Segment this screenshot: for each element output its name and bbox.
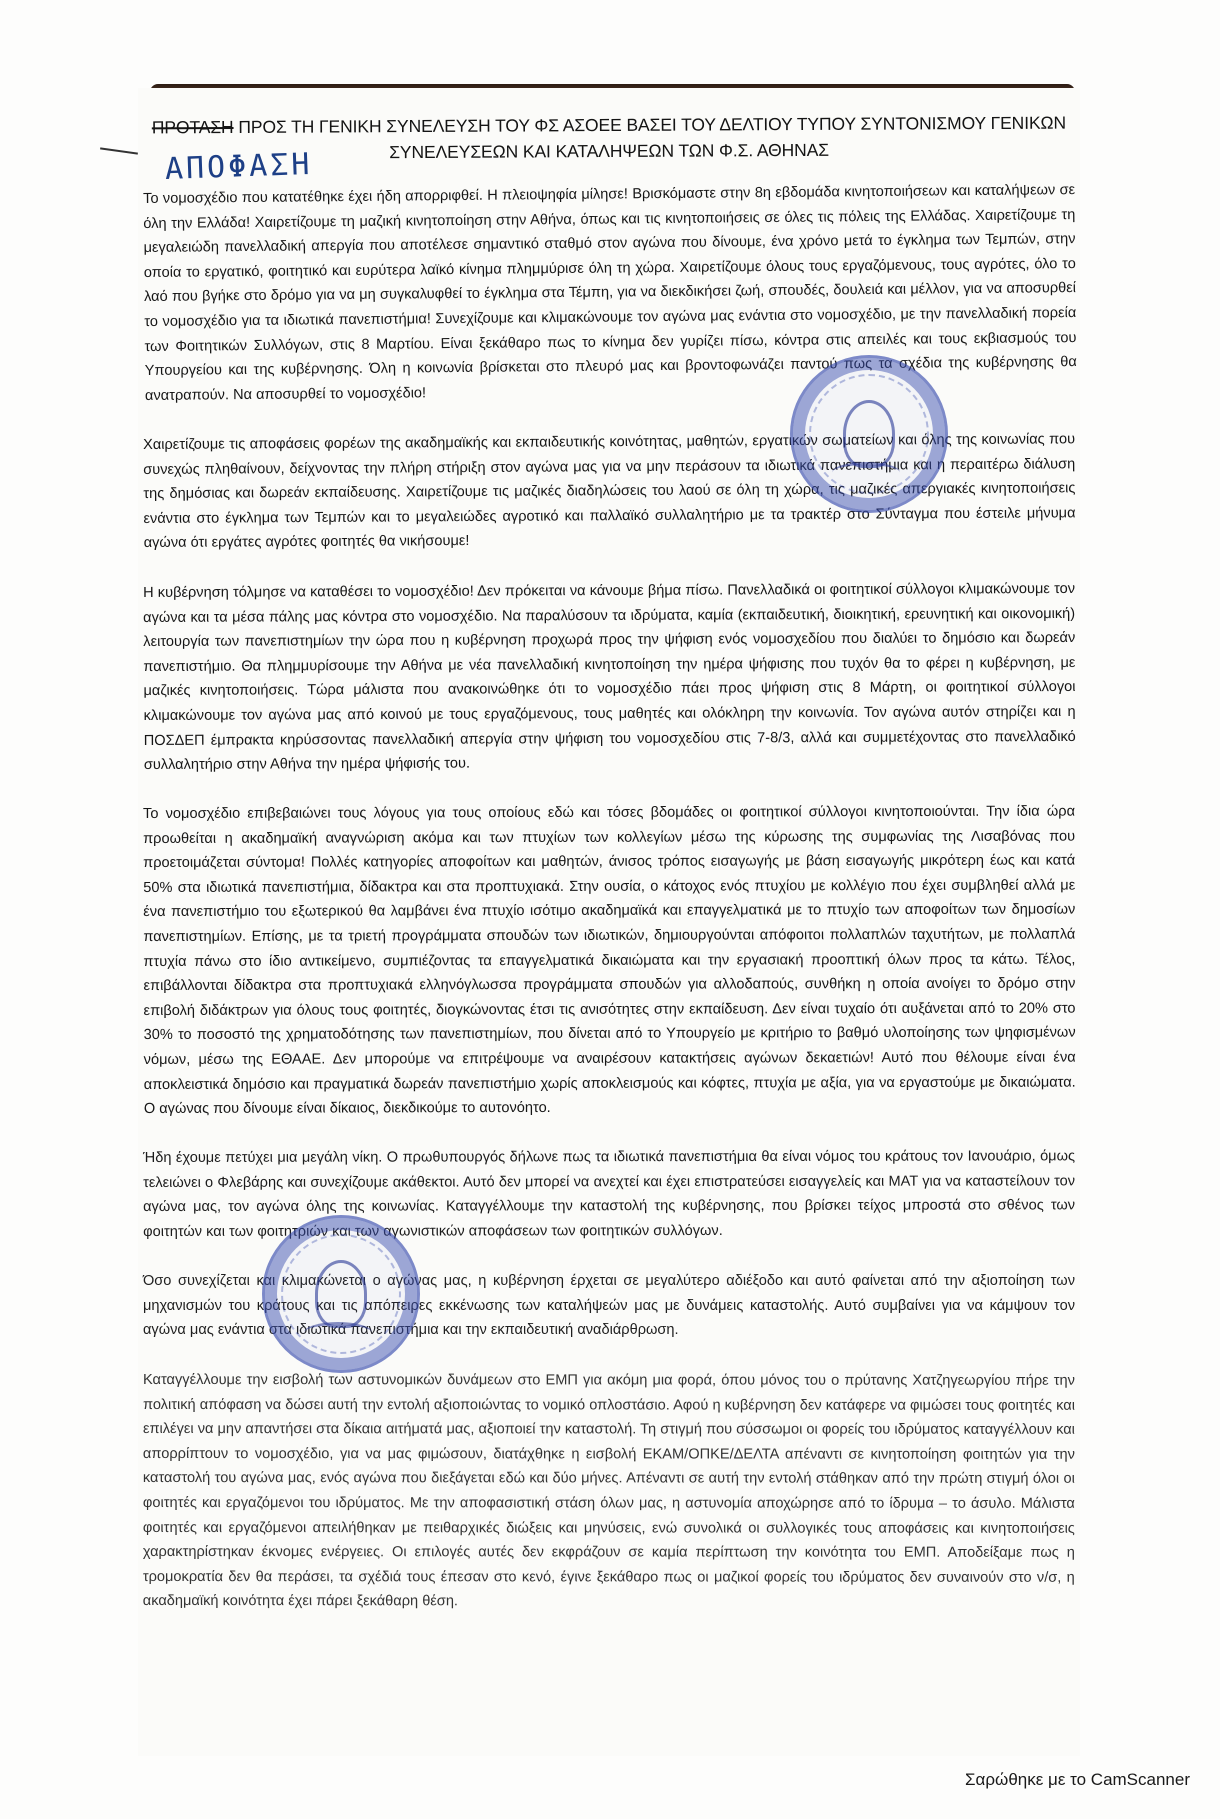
margin-pen-mark: [100, 147, 138, 154]
header-title: ΠΡΟΣ ΤΗ ΓΕΝΙΚΗ ΣΥΝΕΛΕΥΣΗ ΤΟΥ ΦΣ ΑΣΟΕΕ ΒΑΣΕΙ ΤΟΥ ΔΕΛΤΙΟΥ ΤΥΠΟΥ ΣΥΝΤΟΝΙΣΜΟΥ ΓΕΝΙΚΩΝ: [238, 112, 1067, 137]
paragraph-3: Η κυβέρνηση τόλμησε να καταθέσει το νομοσχέδιο! Δεν πρόκειται να κάνουμε βήμα πίσω. Πανελλαδικά οι φοιτητικοί σύλλογοι κλιμακώνουμε τον αγώνα και τα μέσα πάλης μας κόντρα στο νομοσχέδιο. Να παραλύσουν τα ιδρύματα, καμία (εκπαιδευτική, διοικητική, ερευνητική και οικονομική) λειτουργία των πανεπιστημίων την ώρα που η κυβέρνηση προχωρά προς την ψήφιση ενός νομοσχεδίου που διαλύει το δημόσιο και δωρεάν πανεπιστήμιο. Θα πλημμυρίσουμε την Αθήνα με νέα πανελλαδική κινητοποίηση την ημέρα ψήφισης που τυχόν θα το φέρει η κυβέρνηση, με μαζικές κινητοποιήσεις. Τώρα μάλιστα που ανακοινώθηκε ότι το νομοσχέδιο πάει προς ψήφιση στις 8 Μάρτη, οι φοιτητικοί σύλλογοι κλιμακώνουμε τον αγώνα μας από κοινού με τους εργαζόμενους, τους μαθητές και ολόκληρη την κοινωνία. Τον αγώνα αυτόν στηρίζει και η ΠΟΣΔΕΠ έμπρακτα κηρύσσοντας πανελλαδική απεργία στην ψήφιση του νομοσχεδίου στις 7-8/3, αλλά και συμμετέχοντας στο πανελλαδικό συλλαλητήριο στην Αθήνα την ημέρα ψήφισής του.: [143, 580, 1076, 773]
stamp-portrait-icon: [843, 400, 895, 468]
stamp-portrait-icon: [315, 1260, 367, 1328]
header-line-2: ΣΥΝΕΛΕΥΣΕΩΝ ΚΑΙ ΚΑΤΑΛΗΨΕΩΝ ΤΩΝ Φ.Σ. ΑΘΗΝΑΣ: [389, 139, 830, 163]
paragraph-5: Ήδη έχουμε πετύχει μια μεγάλη νίκη. Ο πρωθυπουργός δήλωνε πως τα ιδιωτικά πανεπιστήμια θα είναι νόμος του κράτους τον Ιανουάριο, όμως τελειώνει ο Φλεβάρης και συνεχίζουμε ακάθεκτοι. Αυτό δεν μπορεί να ανεχτεί και έχει επιστρατεύσει εισαγγελείς και ΜΑΤ για να καταστείλουν τον αγώνα μας, τον αγώνα όλης της κοινωνίας. Καταγγέλλουμε την καταστολή της κυβέρνησης, που βρίσκει τείχος μπροστά στο σθένος των φοιτητών και των φοιτητριών και των αγωνιστικών αποφάσεων των φοιτητικών συλλόγων.: [143, 1148, 1076, 1240]
association-stamp-upper: [790, 355, 948, 513]
handwritten-annotation: ΑΠΟΦΑΣΗ: [164, 146, 313, 187]
paragraph-7: Καταγγέλλουμε την εισβολή των αστυνομικών δυνάμεων στο ΕΜΠ για ακόμη μια φορά, όπου μόνος του ο πρύτανης Χατζηγεωργίου πήρε την πολιτική απόφαση να δώσει αυτή την εντολή αξιοποιώντας το νομικό οπλοστάσιο. Αφού η κυβέρνηση δεν κατάφερε να φιμώσει τους φοιτητές και επιλέγει να μην απαντήσει στα δίκαια αιτήματά μας, αξιοποιεί την καταστολή. Τη στιγμή που σύσσωμοι οι φορείς του ιδρύματος καταγγέλλουν και απορρίπτουν το νομοσχέδιο, για να μας φιμώσουν, διατάχθηκε η εισβολή ΕΚΑΜ/ΟΠΚΕ/ΔΕΛΤΑ απέναντι σε κινητοποίηση φοιτητών για την καταστολή του αγώνα μας, ενός αγώνα που διεξάγεται εδώ και δύο μήνες. Απέναντι σε αυτή την εντολή στάθηκαν από την πρώτη στιγμή όλοι οι φοιτητές και εργαζόμενοι του ιδρύματος. Με την αποφασιστική στάση όλων μας, η αστυνομία αποχώρησε από το ίδρυμα – το άσυλο. Μάλιστα φοιτητές και εργαζόμενοι απειλήθηκαν με πειθαρχικές διώξεις και μηνύσεις, ενώ συνολικά οι συλλογικές τους αποφάσεις και κινητοποιήσεις χαρακτηρίστηκαν έκνομες ενέργειες. Οι επιλογές αυτές δεν εκφράζουν σε καμία περίπτωση την κοινότητα του ΕΜΠ. Αποδείξαμε πως η τρομοκρατία δεν θα περάσει, τα σχέδιά τους έπεσαν στο κενό, έγινε ξεκάθαρο πως οι μαζικοί φορείς του ιδρύματος δεν συναινούν στο ν/σ, η ακαδημαϊκή κοινότητα έχει πάρει ξεκάθαρη θέση.: [142, 1371, 1075, 1610]
paragraph-6: Όσο συνεχίζεται και κλιμακώνεται ο αγώνας μας, η κυβέρνηση έρχεται σε μεγαλύτερο αδιέξοδο και αυτό φαίνεται από την αξιοποίηση των μηχανισμών του κράτους και τις απόπειρες εκκένωσης των καταλήψεών μας με δυνάμεις καταστολής. Αυτό συμβαίνει για να κάμψουν τον αγώνα μας ενάντια στα ιδιωτικά πανεπιστήμια και την εκπαιδευτική αναδιάρθρωση.: [143, 1273, 1075, 1339]
association-stamp-lower: [262, 1215, 420, 1373]
paragraph-2: Χαιρετίζουμε τις αποφάσεις φορέων της ακαδημαϊκής και εκπαιδευτικής κοινότητας, μαθητών, εργατικών σωματείων και όλης της κοινωνίας που συνεχώς πληθαίνουν, δείχνοντας την πλήρη στήριξη στον αγώνα μας για να μην περάσουν τα ιδιωτικά πανεπιστήμια και η περαιτέρω διάλυση της δημόσιας και δωρεάν εκπαίδευσης. Χαιρετίζουμε τις μαζικές διαδηλώσεις του λαού σε όλη τη χώρα, τις μαζικές απεργιακές κινητοποιήσεις ενάντια στο έγκλημα των Τεμπών και το μεγαλειώδες αγροτικό και παλλαϊκό συλλαλητήριο με τα τρακτέρ στο Σύνταγμα που έστειλε μήνυμα αγώνα ότι εργάτες αγρότες φοιτητές θα νικήσουμε!: [143, 431, 1076, 552]
paragraph-4: Το νομοσχέδιο επιβεβαιώνει τους λόγους για τους οποίους εδώ και τόσες βδομάδες οι φοιτητικοί σύλλογοι κινητοποιούνται. Την ίδια ώρα προωθείται η ακαδημαϊκή αναγνώριση ακόμα και των πτυχίων των κολλεγίων μέσω της κύρωσης της συμφωνίας της Λισαβόνας που προετοιμάζεται σύντομα! Πολλές κατηγορίες αποφοίτων και μαθητών, άνισος τρόπος εισαγωγής με βάση εισαγωγής μικρότερη έως και κατά 50% στα ιδιωτικά πανεπιστήμια, δίδακτρα και στα προπτυχιακά. Στην ουσία, ο κάτοχος ενός πτυχίου με κολλέγιο που έχει συμβληθεί αλλά με ένα πανεπιστήμιο του εξωτερικού θα λαμβάνει ένα πτυχίο ισότιμο ακαδημαϊκά και επαγγελματικά με το πτυχίο των αποφοίτων των δημοσίων πανεπιστημίων. Επίσης, με τα τριετή προγράμματα σπουδών των ιδιωτικών, δημιουργούνται απόφοιτοι πολλαπλών ταχυτήτων, με πολλαπλά πτυχία πάνω στο ίδιο αντικείμενο, συμπιέζοντας τα επαγγελματικά δικαιώματα και την εργασιακή προοπτική όλων προς τα κάτω. Τέλος, επιβάλλονται δίδακτρα στα προπτυχιακά ελληνόγλωσσα προγράμματα σπουδών για αλλοδαπούς, συνθήκη η οποία ανοίγει το δρόμο στην επιβολή διδάκτρων για όλους τους φοιτητές, διογκώνοντας έτσι τις ανισότητες στην εκπαίδευση. Δεν είναι τυχαίο ότι αυξάνεται από το 20% στο 30% το ποσοστό της χρηματοδότησης των πανεπιστημίων, που δίνεται από το Υπουργείο με κριτήριο το βαθμό υλοποίησης των ψηφισμένων νόμων, μέσω της ΕΘΑΑΕ. Δεν μπορούμε να επιτρέψουμε να αναιρέσουν κατακτήσεις αγώνων δεκαετιών! Αυτό που θέλουμε είναι ένα αποκλειστικά δημόσιο και πραγματικά δωρεάν πανεπιστήμιο χωρίς αποκλεισμούς και κόφτες, πτυχία με αξία, για να εργαστούμε με δικαιώματα. Ο αγώνας που δίνουμε είναι δίκαιος, διεκδικούμε το αυτονόητο.: [143, 803, 1076, 1117]
header-struck-word: ΠΡΟΤΑΣΗ: [151, 116, 234, 138]
scanner-watermark: Σαρώθηκε με το CamScanner: [965, 1770, 1190, 1789]
header-line-1: [138, 110, 1080, 141]
paragraph-1: Το νομοσχέδιο που κατατέθηκε έχει ήδη απορριφθεί. Η πλειοψηφία μίλησε! Βρισκόμαστε στην 8η εβδομάδα κινητοποιήσεων και καταλήψεων σε όλη την Ελλάδα! Χαιρετίζουμε τη μαζική κινητοποίηση στην Αθήνα, όπως και τις κινητοποιήσεις σε όλες τις πόλεις της Ελλάδας. Χαιρετίζουμε τη μεγαλειώδη πανελλαδική απεργία που αποτέλεσε σημαντικό σταθμό στον αγώνα που δίνουμε, ένα χρόνο μετά το έγκλημα των Τεμπών, στην οποία το εργατικό, φοιτητικό και ευρύτερα λαϊκό κίνημα πλημμύρισε όλη τη χώρα. Χαιρετίζουμε όλους τους εργαζόμενους, τους αγρότες, όλο το λαό που βγήκε στο δρόμο για να μη συγκαλυφθεί το έγκλημα στα Τέμπη, για να διεκδικήσει ζωή, σπουδές, δουλειά και μέλλον, για να αποσυρθεί το νομοσχέδιο για τα ιδιωτικά πανεπιστήμια! Συνεχίζουμε και κλιμακώνουμε τον αγώνα μας ενάντια στο νομοσχέδιο, με την πανελλαδική πορεία των Φοιτητικών Συλλόγων, στις 8 Μαρτίου. Είναι ξεκάθαρο πως το κίνημα δεν γυρίζει πίσω, κόντρα στις απειλές και τους εκβιασμούς του Υπουργείου και της κυβέρνησης. Όλη η κοινωνία βρίσκεται στο πλευρό μας και βροντοφωνάζει παντού πως τα σχέδια της κυβέρνησης θα ανατραπούν. Να αποσυρθεί το νομοσχέδιο!: [143, 182, 1077, 404]
